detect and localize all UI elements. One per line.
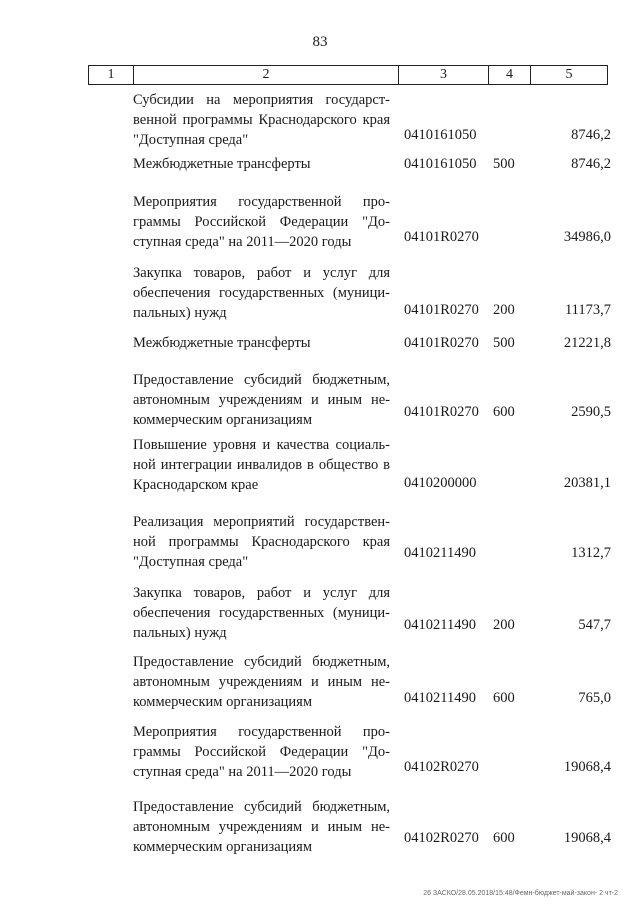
row-name: Мероприятия государственной про-граммы Российской Федерации "До-ступная среда" на 2011—2020 годы: [133, 724, 390, 780]
row-amount: 19068,4: [563, 759, 611, 775]
row-code: 04101R0270: [404, 229, 479, 245]
row-category: 600: [493, 404, 515, 420]
row-code: 0410161050: [404, 156, 477, 172]
row-code: 04101R0270: [404, 404, 479, 420]
header-col-2: 2: [134, 66, 399, 84]
row-code: 0410211490: [404, 617, 476, 633]
row-amount: 765,0: [578, 690, 611, 706]
row-category: 500: [493, 335, 515, 351]
row-amount: 1312,7: [571, 545, 611, 561]
row-code: 04102R0270: [404, 759, 479, 775]
row-name: Реализация мероприятий государствен-ной программы Краснодарского края "Доступная среда": [133, 514, 390, 570]
row-name: Межбюджетные трансферты: [133, 156, 311, 172]
row-code: 0410211490: [404, 690, 476, 706]
row-amount: 2590,5: [571, 404, 611, 420]
header-col-1: 1: [89, 66, 134, 84]
header-col-4: 4: [489, 66, 531, 84]
row-name: Межбюджетные трансферты: [133, 335, 311, 351]
row-code: 0410161050: [404, 127, 477, 143]
row-name: Закупка товаров, работ и услуг для обеспечения государственных (муници-пальных) нужд: [133, 265, 390, 321]
row-name: Закупка товаров, работ и услуг для обеспечения государственных (муници-пальных) нужд: [133, 585, 390, 641]
row-name: Предоставление субсидий бюджетным, автономным учреждениям и иным не-коммерческим организациям: [133, 654, 390, 710]
row-amount: 11173,7: [564, 302, 611, 318]
row-code: 0410200000: [404, 475, 477, 491]
row-code: 04101R0270: [404, 335, 479, 351]
row-name: Повышение уровня и качества социаль-ной интеграции инвалидов в общество в Краснодарском крае: [133, 437, 390, 493]
header-col-5: 5: [565, 67, 573, 82]
row-amount: 21221,8: [563, 335, 611, 351]
row-name: Мероприятия государственной про-граммы Российской Федерации "До-ступная среда" на 2011—2020 годы: [133, 194, 390, 250]
row-category: 200: [493, 302, 515, 318]
row-category: 200: [493, 617, 515, 633]
row-category: 600: [493, 830, 515, 846]
row-code: 04102R0270: [404, 830, 479, 846]
row-code: 04101R0270: [404, 302, 479, 318]
row-code: 0410211490: [404, 545, 476, 561]
table-header: [88, 65, 608, 85]
row-name: Субсидии на мероприятия государст-венной программы Краснодарского края "Доступная среда": [133, 92, 390, 148]
row-amount: 8746,2: [571, 156, 611, 172]
row-category: 500: [493, 156, 515, 172]
row-name: Предоставление субсидий бюджетным, автономным учреждениям и иным не-коммерческим организациям: [133, 799, 390, 855]
row-amount: 19068,4: [563, 830, 611, 846]
row-amount: 20381,1: [563, 475, 611, 491]
row-amount: 34986,0: [563, 229, 611, 245]
row-category: 600: [493, 690, 515, 706]
row-name: Предоставление субсидий бюджетным, автономным учреждениям и иным не-коммерческим организациям: [133, 372, 390, 428]
footer-stamp: 26 ЗАСКО/28.05.2018/15:48/Фемн-бюджет-май-закон- 2 чт-2: [423, 890, 618, 897]
row-amount: 547,7: [578, 617, 611, 633]
page-number: 83: [312, 34, 328, 50]
row-amount: 8746,2: [571, 127, 611, 143]
header-col-3: 3: [399, 66, 489, 84]
